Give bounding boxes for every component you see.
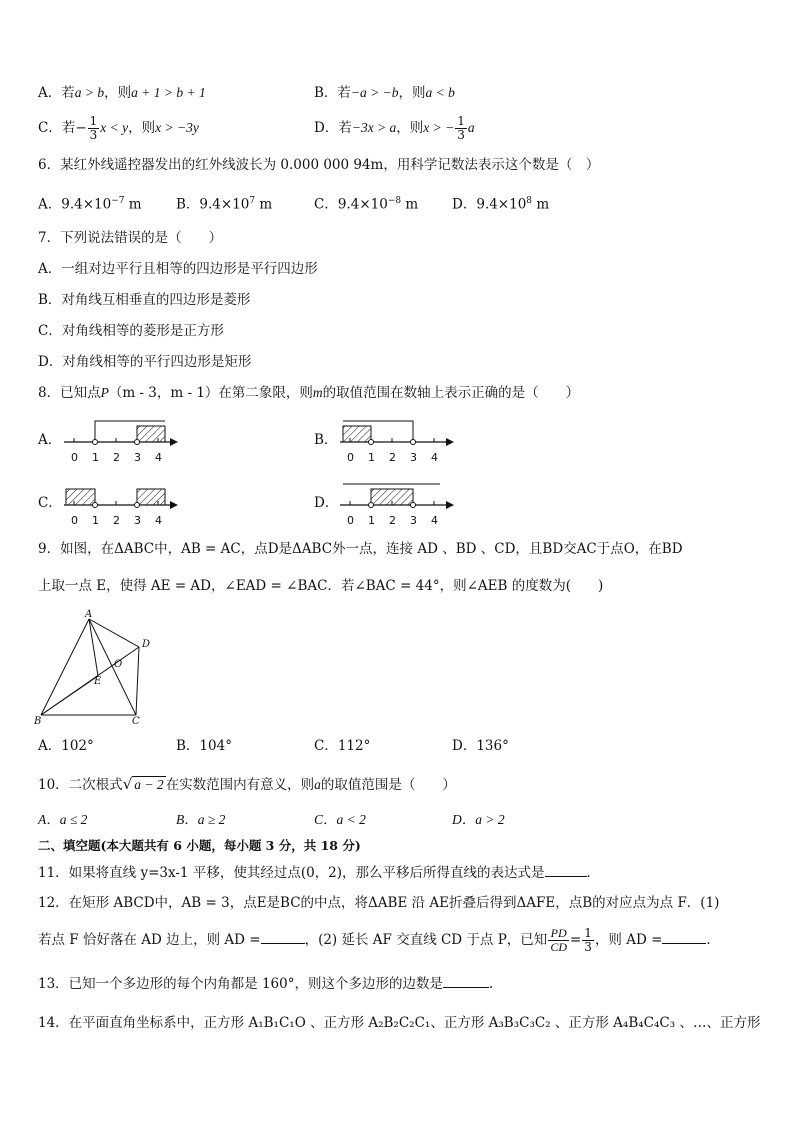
number-line-d xyxy=(340,484,454,527)
number-line-b xyxy=(340,421,454,464)
svg-text:0: 0 xyxy=(71,514,78,527)
svg-text:1: 1 xyxy=(368,514,375,527)
q14-stem: 14．在平面直角坐标系中，正方形 A₁B₁C₁O 、正方形 A₂B₂C₂C₁、正方形 A₃B₃C₃C₂ 、正方形 A₄B₄C₄C₃ 、…、正方形 xyxy=(38,1015,761,1031)
q9-option-a: A．102° xyxy=(38,738,94,754)
svg-text:2: 2 xyxy=(113,451,120,464)
q5-option-a: A．若a > b，则a + 1 > b + 1 xyxy=(38,85,206,101)
svg-text:1: 1 xyxy=(92,514,99,527)
q5-option-b: B．若−a > −b，则a < b xyxy=(314,85,455,101)
q13-answer-blank[interactable] xyxy=(443,973,489,988)
svg-text:D: D xyxy=(142,639,151,650)
q6-option-c: C．$9.4\times 10^{-8}$ m xyxy=(314,196,419,213)
q11-answer-blank[interactable] xyxy=(545,862,587,877)
svg-text:2: 2 xyxy=(389,451,396,464)
q11-stem: 11．如果将直线 y=3x-1 平移，使其经过点(0，2)，那么平移后所得直线的表达式是 ． xyxy=(38,862,600,882)
q12-line1: 12．在矩形 ABCD中，AB = 3，点E是BC的中点，将ΔABE 沿 AE折叠后得到ΔAFE，点B的对应点为点 F．(1) xyxy=(38,895,720,911)
q5-option-c: C．若− $\frac{1}{3}$ x < y，则x > −3y xyxy=(38,114,199,142)
svg-text:A: A xyxy=(85,609,93,620)
q7-option-c: C．对角线相等的菱形是正方形 xyxy=(38,323,224,339)
q8-stem: 8．已知点P（m - 3，m - 1）在第二象限，则m的取值范围在数轴上表示正确的是（ ） xyxy=(38,385,580,401)
q7-stem: 7．下列说法错误的是（ ） xyxy=(38,230,223,246)
number-line-c xyxy=(64,489,178,527)
q7-option-a: A．一组对边平行且相等的四边形是平行四边形 xyxy=(38,261,318,277)
q8-label-b: B． xyxy=(314,432,338,448)
svg-text:4: 4 xyxy=(431,451,438,464)
q12-line2: 若点 F 恰好落在 AD 边上，则 AD = ，(2) 延长 AF 交直线 CD 于点 P，已知 $\frac{PD}{CD}$ = $\frac{1}{3}$ ，则 AD = ． xyxy=(38,926,720,954)
svg-text:1: 1 xyxy=(368,451,375,464)
q8-label-d: D． xyxy=(314,495,339,511)
q10-option-b: B．a ≥ 2 xyxy=(176,812,226,827)
svg-text:3: 3 xyxy=(410,451,417,464)
svg-text:3: 3 xyxy=(410,514,417,527)
q6-option-a: A．$9.4\times 10^{-7}$ m xyxy=(38,196,142,213)
svg-text:3: 3 xyxy=(134,514,141,527)
q8-label-a: A． xyxy=(38,432,62,448)
q9-option-d: D．136° xyxy=(452,738,509,754)
q6-option-b: B．$9.4\times 10^7$ m xyxy=(176,196,273,213)
q7-option-b: B．对角线互相垂直的四边形是菱形 xyxy=(38,292,251,308)
q9-stem-line2: 上取一点 E，使得 AE = AD，∠EAD = ∠BAC．若∠BAC = 44°，则∠AEB 的度数为( ) xyxy=(38,578,604,594)
svg-text:0: 0 xyxy=(71,451,78,464)
section-2-heading: 二、填空题(本大题共有 6 小题，每小题 3 分，共 18 分) xyxy=(38,838,361,853)
q10-option-d: D．a > 2 xyxy=(452,812,505,827)
q9-option-c: C．112° xyxy=(314,738,371,754)
svg-text:0: 0 xyxy=(347,514,354,527)
q6-option-d: D．$9.4\times 10^8$ m xyxy=(452,196,550,213)
svg-text:0: 0 xyxy=(347,451,354,464)
q12-answer-blank-1[interactable] xyxy=(261,929,305,944)
q9-figure-labels xyxy=(33,609,150,727)
q9-stem-line1: 9．如图，在ΔABC中，AB = AC，点D是ΔABC外一点，连接 AD 、BD 、CD，且BD交AC于点O，在BD xyxy=(38,541,683,557)
svg-text:2: 2 xyxy=(389,514,396,527)
svg-text:1: 1 xyxy=(92,451,99,464)
q6-stem: 6．某红外线遥控器发出的红外线波长为 0.000 000 94m，用科学记数法表示这个数是（ ） xyxy=(38,157,600,173)
q9-triangle-figure xyxy=(41,619,139,715)
q7-option-d: D．对角线相等的平行四边形是矩形 xyxy=(38,354,252,370)
svg-text:3: 3 xyxy=(134,451,141,464)
svg-text:4: 4 xyxy=(155,451,162,464)
svg-text:E: E xyxy=(94,676,102,687)
svg-text:4: 4 xyxy=(431,514,438,527)
q8-label-c: C． xyxy=(38,495,62,511)
q10-stem: 10．二次根式√ a − 2 在实数范围内有意义，则a的取值范围是（ ） xyxy=(38,775,456,793)
q5-option-d: D．若−3x > a，则x > − $\frac{1}{3}$ a xyxy=(314,114,475,142)
q9-option-b: B．104° xyxy=(176,738,232,754)
svg-text:C: C xyxy=(132,716,140,727)
q12-answer-blank-2[interactable] xyxy=(662,929,706,944)
q10-option-a: A．a ≤ 2 xyxy=(38,812,88,827)
svg-text:O: O xyxy=(114,659,123,670)
svg-text:B: B xyxy=(34,716,42,727)
q13-stem: 13．已知一个多边形的每个内角都是 160°，则这个多边形的边数是 . xyxy=(38,973,493,993)
svg-text:2: 2 xyxy=(113,514,120,527)
number-line-a xyxy=(64,421,178,464)
q10-option-c: C．a < 2 xyxy=(314,812,366,827)
svg-text:4: 4 xyxy=(155,514,162,527)
